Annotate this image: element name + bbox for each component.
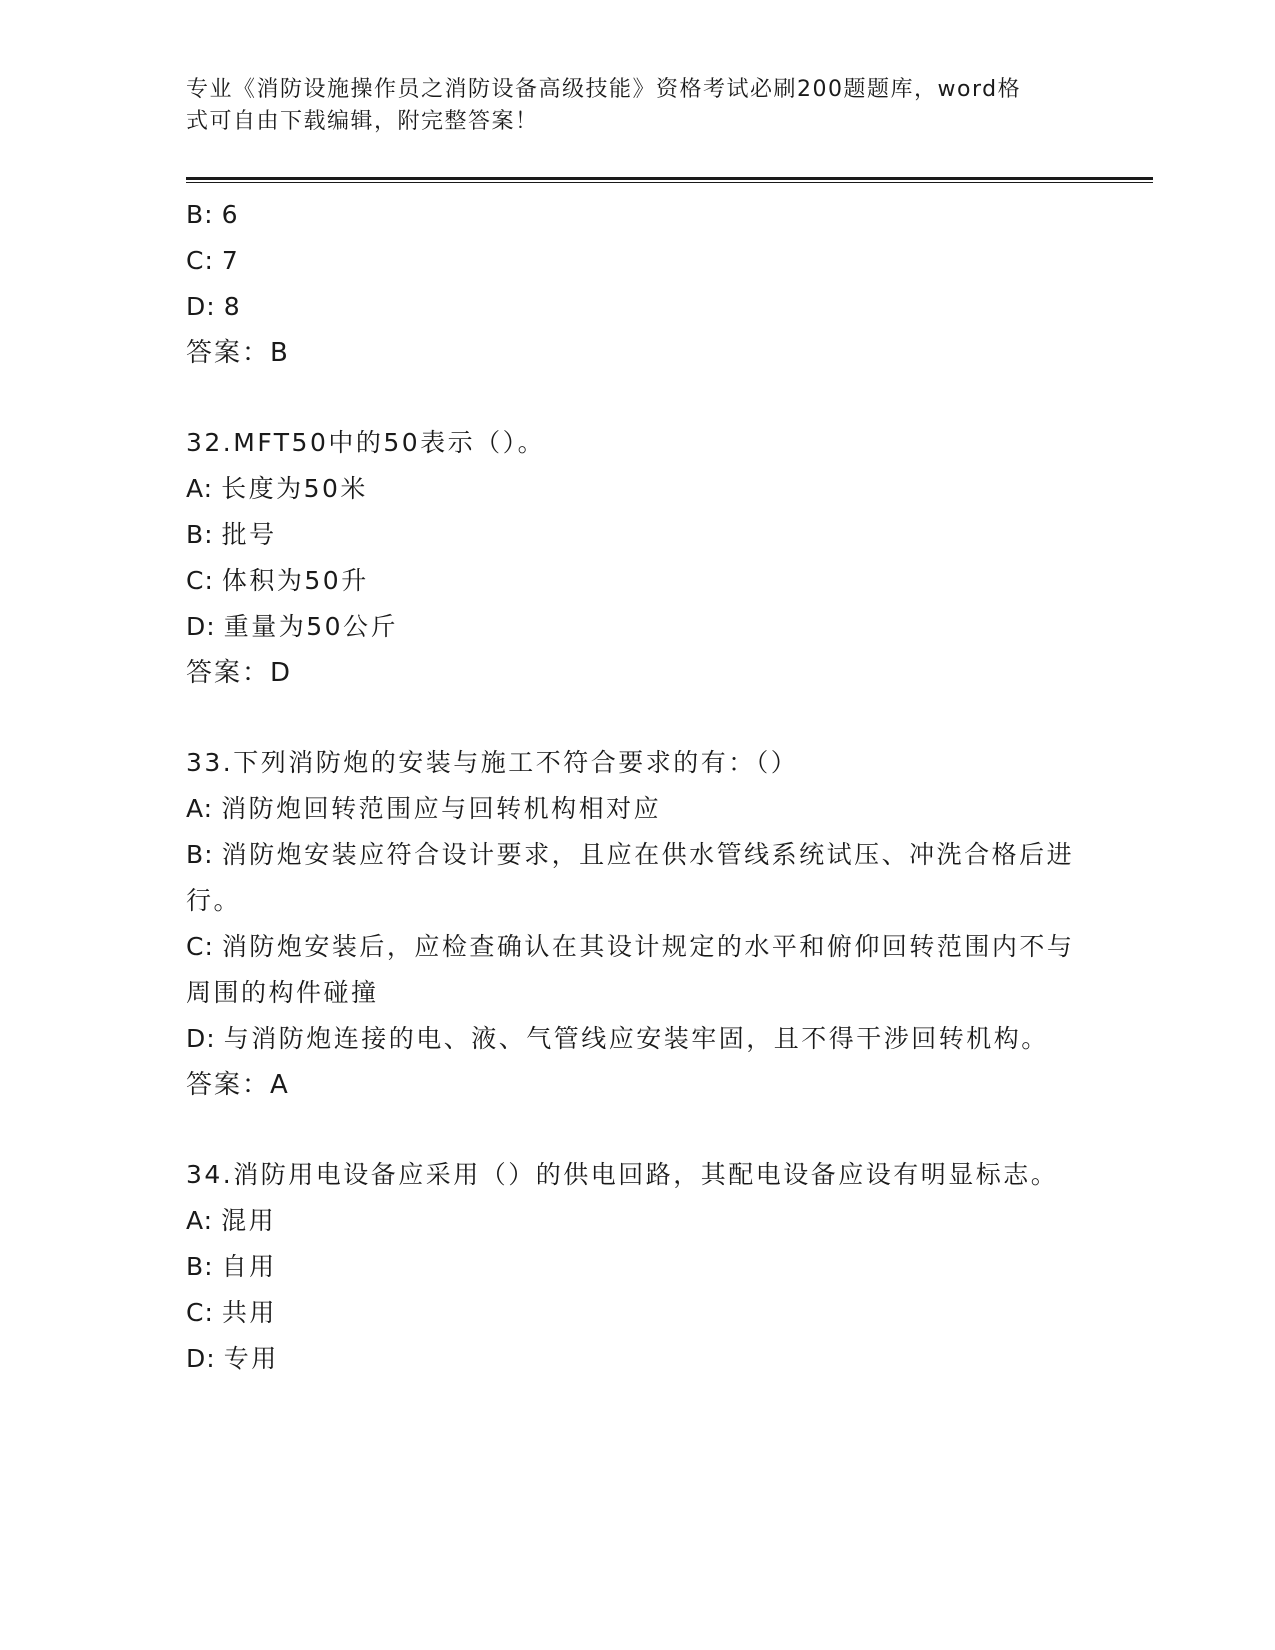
option-label: C: [186,932,214,961]
option-b [186,192,1076,238]
option-c [186,558,1076,604]
option-b [186,832,1076,924]
option-c [186,238,1076,284]
answer-line: 答案：D [186,658,293,688]
option-label: C: [186,566,214,595]
option-text: 8 [223,292,243,321]
option-a [186,466,1076,512]
option-d [186,1336,1076,1382]
option-label: A: [186,474,214,503]
option-label: B: [186,840,214,869]
header-rule-thick [186,177,1153,180]
option-label: A: [186,794,214,823]
option-text: 重量为50公斤 [223,612,398,641]
option-text: 共用 [221,1298,277,1327]
question-31 [186,192,1076,376]
option-label: B: [186,200,214,229]
option-label: D: [186,1344,216,1373]
question-list [186,192,1076,1382]
header-line-2: 式可自由下载编辑，附完整答案！ [186,109,539,134]
option-text: 体积为50升 [221,566,369,595]
option-label: C: [186,1298,214,1327]
option-label: A: [186,1206,214,1235]
option-text: 消防炮安装后，应检查确认在其设计规定的水平和俯仰回转范围内不与周围的构件碰撞 [186,932,1075,1007]
option-b [186,1244,1076,1290]
question-stem: 33.下列消防炮的安装与施工不符合要求的有：（） [186,748,799,777]
option-label: D: [186,612,216,641]
option-d [186,604,1076,650]
option-label: C: [186,246,214,275]
option-label: D: [186,292,216,321]
option-d [186,284,1076,330]
option-c [186,1290,1076,1336]
option-c [186,924,1076,1016]
option-text: 批号 [221,520,277,549]
option-a [186,786,1076,832]
question-33 [186,740,1076,1108]
option-text: 长度为50米 [221,474,368,503]
header-line-1: 专业《消防设施操作员之消防设备高级技能》资格考试必刷200题题库，word格 [186,77,1022,102]
option-label: D: [186,1024,216,1053]
document-header [186,74,1066,138]
option-text: 6 [221,200,240,229]
question-32 [186,420,1076,696]
option-a [186,1198,1076,1244]
option-label: B: [186,520,214,549]
option-label: B: [186,1252,214,1281]
answer-line: 答案：B [186,338,290,368]
option-text: 消防炮安装应符合设计要求，且应在供水管线系统试压、冲洗合格后进行。 [186,840,1075,915]
option-text: 专用 [223,1344,279,1373]
option-b [186,512,1076,558]
answer-line: 答案：A [186,1070,290,1100]
question-stem: 34.消防用电设备应采用（）的供电回路，其配电设备应设有明显标志。 [186,1160,1059,1189]
option-text: 自用 [221,1252,277,1281]
option-text: 7 [221,246,241,275]
option-text: 混用 [221,1206,277,1235]
header-rule-thin [186,182,1153,183]
question-34 [186,1152,1076,1382]
option-d [186,1016,1076,1062]
question-stem: 32.MFT50中的50表示（）。 [186,428,546,457]
option-text: 与消防炮连接的电、液、气管线应安装牢固，且不得干涉回转机构。 [223,1024,1049,1053]
option-text: 消防炮回转范围应与回转机构相对应 [221,794,662,823]
